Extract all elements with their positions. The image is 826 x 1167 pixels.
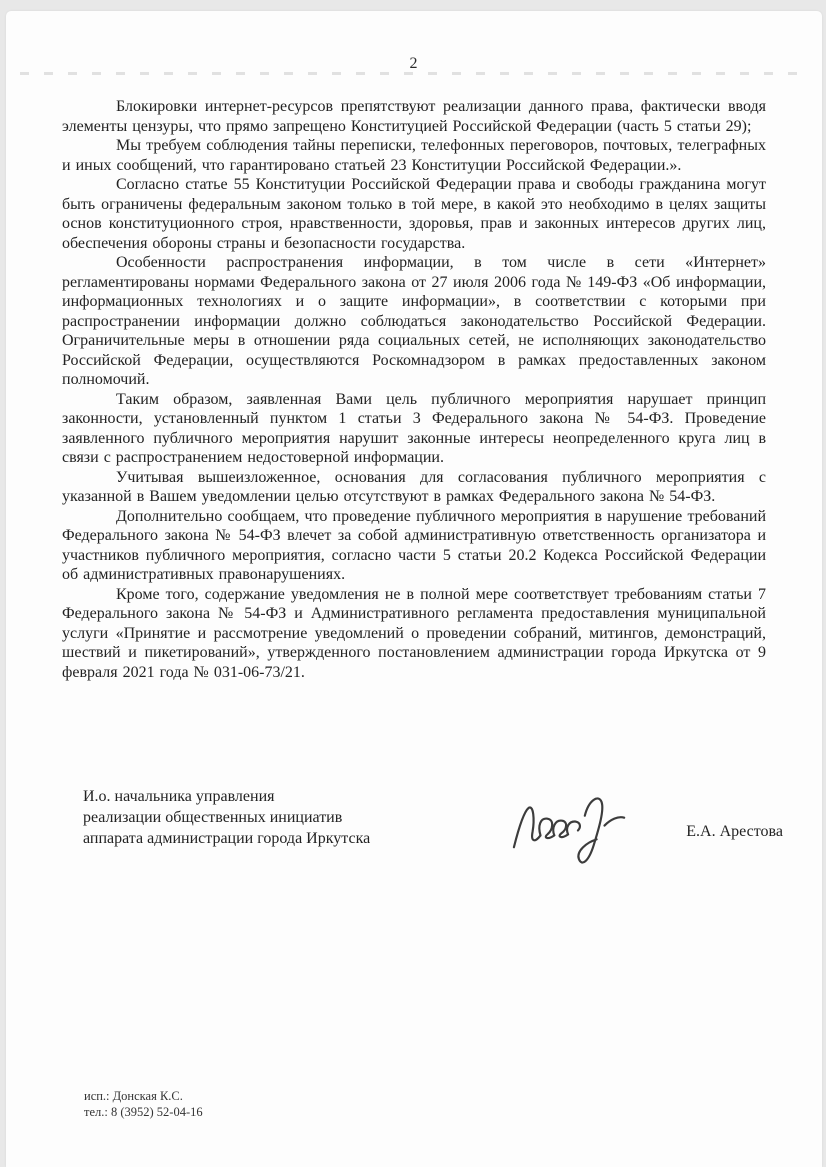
signatory-position — [83, 786, 370, 849]
scan-artifact-dashed-line — [20, 72, 804, 75]
paragraph-no-grounds-for-approval: Учитывая вышеизложенное, основания для согласования публичного мероприятия с указанной в Вашем уведомлении целью отсутствуют в рамках Федерального закона № 54-ФЗ. — [62, 468, 766, 505]
signatory-position-line-2: реализации общественных инициатив — [83, 809, 343, 826]
page-number: 2 — [409, 55, 419, 72]
paragraph-blocking-internet-resources: Блокировки интернет-ресурсов препятствуют реализации данного права, фактически вводя элементы цензуры, что прямо запрещено Конституцией Российской Федерации (часть 5 статьи 29); — [62, 98, 766, 135]
paragraph-constitution-article-55: Согласно статье 55 Конституции Российской Федерации права и свободы гражданина могут быть ограничены федеральным законом только в той мере, в какой это необходимо в целях защиты основ конституционного строя, нравственности, здоровья, прав и законных интересов других лиц, обеспечения обороны страны и безопасности государства. — [62, 176, 766, 252]
signatory-position-line-3: аппарата администрации города Иркутска — [83, 830, 371, 847]
executor-footer — [84, 1088, 203, 1120]
paragraph-violation-of-legality-principle: Таким образом, заявленная Вами цель публичного мероприятия нарушает принцип законности, установленный пунктом 1 статьи 3 Федерального закона № 54-ФЗ. Проведение заявленного публичного мероприятия нарушит законные интересы неопределенного круга лиц в связи с распространением недостоверной информации. — [62, 390, 766, 466]
signature-block — [83, 786, 783, 886]
letter-body — [62, 97, 766, 682]
signatory-position-line-1: И.о. начальника управления — [83, 788, 275, 805]
scanned-letter-page — [6, 11, 822, 1167]
handwritten-signature-icon — [508, 788, 636, 877]
paragraph-information-law-149-fz: Особенности распространения информации, в том числе в сети «Интернет» регламентированы нормами Федерального закона от 27 июля 2006 года № 149-ФЗ «Об информации, информационных технологиях и о защите информации», в соответствии с которыми при распространении информации должно соблюдаться законодательство Российской Федерации. Ограничительные меры в отношении ряда социальных сетей, не исполняющих законодательство Российской Федерации, осуществляются Роскомнадзором в рамках предоставленных законом полномочий. — [62, 254, 766, 388]
paragraph-administrative-liability: Дополнительно сообщаем, что проведение публичного мероприятия в нарушение требований Федерального закона № 54-ФЗ влечет за собой административную ответственность организатора и участников публичного мероприятия, согласно части 5 статьи 20.2 Кодекса Российской Федерации об административных правонарушениях. — [62, 507, 766, 583]
executor-name: исп.: Донская К.С. — [84, 1089, 183, 1103]
signatory-name: Е.А. Арестова — [686, 823, 783, 840]
executor-phone: тел.: 8 (3952) 52-04-16 — [84, 1105, 203, 1119]
paragraph-secrecy-of-correspondence: Мы требуем соблюдения тайны переписки, телефонных переговоров, почтовых, телеграфных и иных сообщений, что гарантировано статьей 23 Конституции Российской Федерации.». — [62, 137, 766, 174]
paragraph-notification-requirements: Кроме того, содержание уведомления не в полной мере соответствует требованиям статьи 7 Федерального закона № 54-ФЗ и Административного регламента предоставления муниципальной услуги «Принятие и рассмотрение уведомлений о проведении собраний, митингов, демонстраций, шествий и пикетирований», утвержденного постановлением администрации города Иркутска от 9 февраля 2021 года № 031-06-73/21. — [62, 585, 766, 681]
